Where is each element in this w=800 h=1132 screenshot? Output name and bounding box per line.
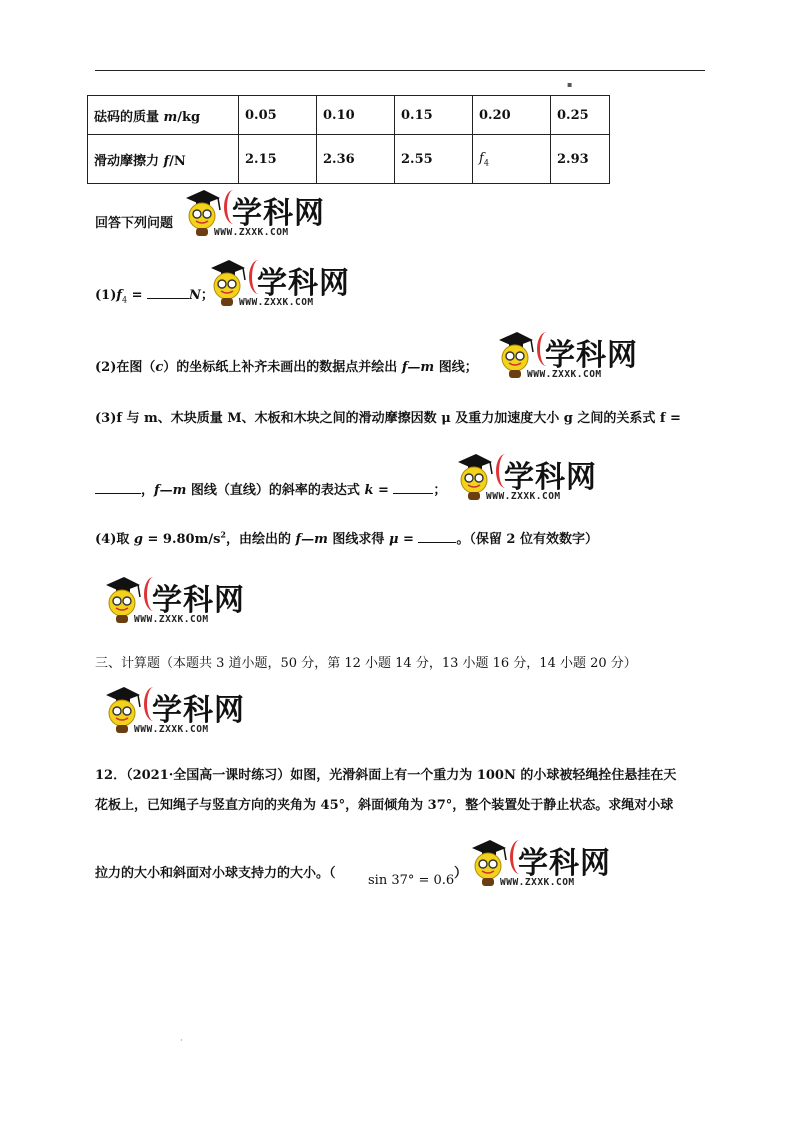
sin-formula: sin 37° = 0.6 xyxy=(368,873,455,888)
questions-intro: 回答下列问题 xyxy=(95,216,174,231)
data-table xyxy=(87,95,610,184)
table-cell: 2.36 xyxy=(317,135,395,184)
question-12-line1: 12．（2021·全国高一课时练习）如图，光滑斜面上有一个重力为 100N 的小球被轻绳拴住悬挂在天 xyxy=(95,768,677,783)
watermark-logo: 学科网 WWW.ZXXK.COM xyxy=(466,838,626,896)
question-4: (4)取 $g = 9.80m/s^2$，由绘出的 f—m 图线求得 μ = 。（保留 2 位有效数字） xyxy=(95,529,599,547)
watermark-logo: 学科网 WWW.ZXXK.COM xyxy=(180,188,340,246)
question-12-line2: 花板上，已知绳子与竖直方向的夹角为 45°，斜面倾角为 37°，整个装置处于静止状态。求绳对小球 xyxy=(95,798,674,813)
table-cell: 2.93 xyxy=(551,135,610,184)
header-rule xyxy=(95,70,705,71)
answer-blank[interactable] xyxy=(418,530,456,543)
question-3-line2: ，f—m 图线（直线）的斜率的表达式 k = ； xyxy=(95,479,446,498)
table-cell-f4: $f_4$ xyxy=(473,135,551,184)
header-dot: ▪ xyxy=(567,80,573,89)
question-2: (2)在图（c）的坐标纸上补齐未画出的数据点并绘出 f—m 图线； xyxy=(95,360,478,375)
table-cell: 0.15 xyxy=(395,96,473,135)
answer-blank[interactable] xyxy=(393,481,433,494)
question-1: $(1)f_4 = N$； xyxy=(95,288,214,305)
row-label-friction: 滑动摩擦力 f/N xyxy=(88,135,239,184)
table-cell: 0.05 xyxy=(239,96,317,135)
watermark-logo: 学科网 WWW.ZXXK.COM xyxy=(205,258,365,316)
answer-blank[interactable] xyxy=(147,286,189,299)
watermark-logo: 学科网 WWW.ZXXK.COM xyxy=(493,330,653,388)
table-row-friction xyxy=(88,135,610,184)
formula-close-paren: ） xyxy=(454,866,468,881)
table-cell: 0.10 xyxy=(317,96,395,135)
watermark-logo: 学科网 WWW.ZXXK.COM xyxy=(452,452,612,510)
watermark-logo: 学科网 WWW.ZXXK.COM xyxy=(100,575,260,633)
section-3-heading: 三、计算题（本题共 3 道小题，50 分，第 12 小题 14 分，13 小题 16 分，14 小题 20 分） xyxy=(95,656,637,671)
row-label-mass: 砝码的质量 m/kg xyxy=(88,96,239,135)
table-cell: 0.25 xyxy=(551,96,610,135)
question-12-line3: 拉力的大小和斜面对小球支持力的大小。（ xyxy=(95,866,336,881)
table-cell: 0.20 xyxy=(473,96,551,135)
table-row-mass xyxy=(88,96,610,135)
question-3-line1: (3)f 与 m、木块质量 M、木板和木块之间的滑动摩擦因数 μ 及重力加速度大小 g 之间的关系式 f = xyxy=(95,411,681,426)
watermark-logo: 学科网 WWW.ZXXK.COM xyxy=(100,685,260,743)
footer-dot: · xyxy=(180,1036,183,1045)
answer-blank[interactable] xyxy=(95,481,141,494)
table-cell: 2.15 xyxy=(239,135,317,184)
table-cell: 2.55 xyxy=(395,135,473,184)
